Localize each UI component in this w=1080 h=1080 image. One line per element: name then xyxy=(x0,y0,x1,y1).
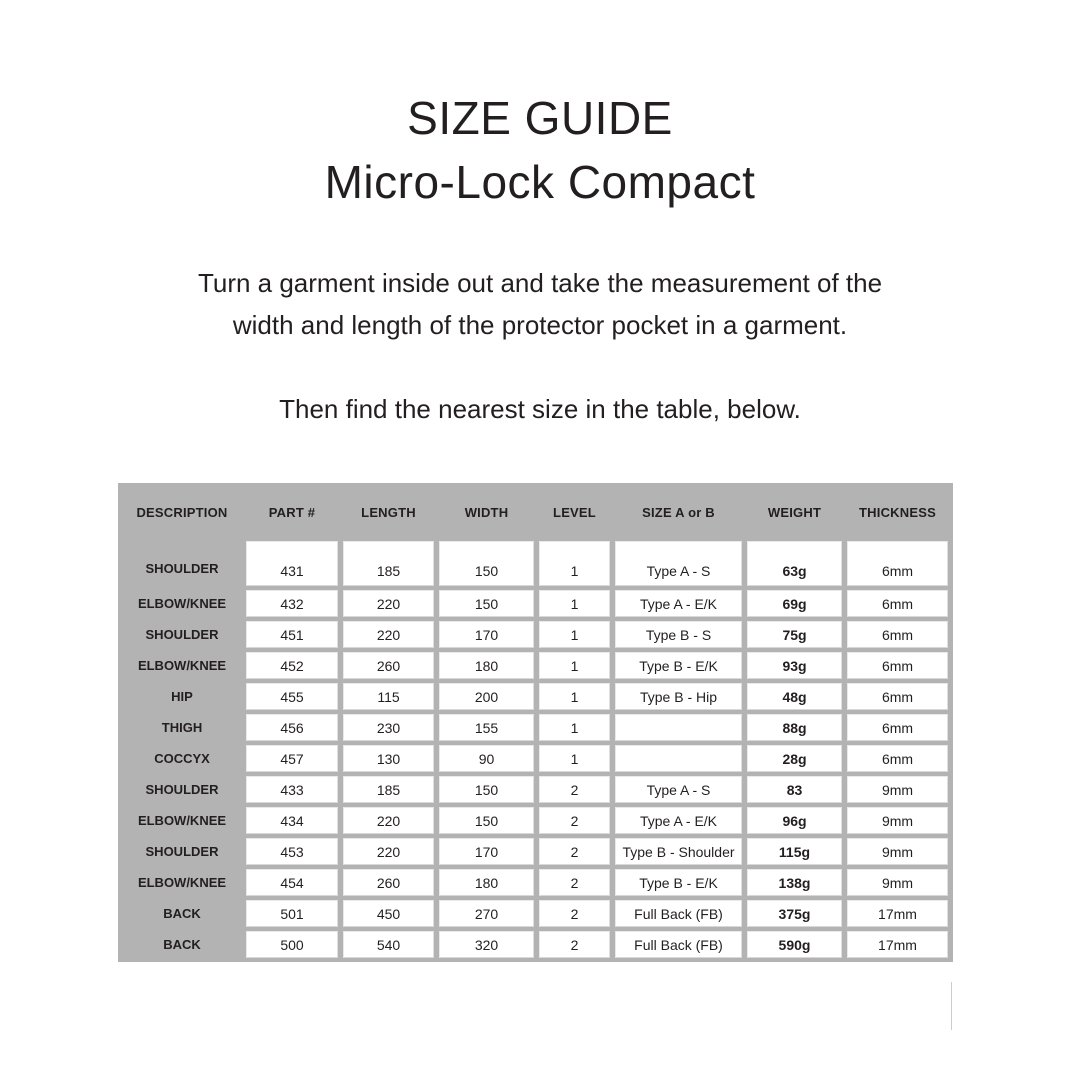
table-cell: 501 xyxy=(246,900,338,927)
table-cell: 200 xyxy=(439,683,534,710)
table-cell: 2 xyxy=(539,776,610,803)
table-cell: 150 xyxy=(439,590,534,617)
table-cell: 220 xyxy=(343,590,434,617)
table-cell: 453 xyxy=(246,838,338,865)
table-cell: Type B - S xyxy=(615,621,742,648)
intro-line2: width and length of the protector pocket in a garment. xyxy=(232,310,848,340)
table-cell: 540 xyxy=(343,931,434,958)
page-title-line1: SIZE GUIDE xyxy=(407,92,673,144)
table-cell: 260 xyxy=(343,652,434,679)
table-cell: 138g xyxy=(747,869,842,896)
table-cell: 9mm xyxy=(847,807,948,834)
column-header-4: LEVEL xyxy=(553,504,596,520)
table-row xyxy=(123,541,948,586)
intro-text xyxy=(0,262,1080,346)
table-cell: 6mm xyxy=(847,714,948,741)
table-row xyxy=(123,745,948,772)
table-cell: 1 xyxy=(539,683,610,710)
table-cell: 452 xyxy=(246,652,338,679)
table-cell: SHOULDER xyxy=(145,844,219,859)
table-cell: 375g xyxy=(747,900,842,927)
table-cell: 17mm xyxy=(847,900,948,927)
table-cell: 320 xyxy=(439,931,534,958)
table-cell: BACK xyxy=(163,906,201,921)
size-table-body xyxy=(123,541,948,958)
table-cell: 2 xyxy=(539,807,610,834)
table-cell: 434 xyxy=(246,807,338,834)
table-cell: 6mm xyxy=(847,621,948,648)
table-cell: 150 xyxy=(439,807,534,834)
intro-then-text: Then find the nearest size in the table, below. xyxy=(279,394,801,424)
table-row xyxy=(123,590,948,617)
column-header-7: THICKNESS xyxy=(859,504,936,520)
table-cell: 155 xyxy=(439,714,534,741)
table-cell: 456 xyxy=(246,714,338,741)
table-cell: 220 xyxy=(343,621,434,648)
table-cell: 185 xyxy=(343,541,434,586)
table-cell: 93g xyxy=(747,652,842,679)
table-row xyxy=(123,838,948,865)
table-cell: 220 xyxy=(343,838,434,865)
table-cell: 431 xyxy=(246,541,338,586)
table-cell: ELBOW/KNEE xyxy=(137,875,227,890)
table-cell: Full Back (FB) xyxy=(615,900,742,927)
table-cell: 9mm xyxy=(847,776,948,803)
table-cell: 1 xyxy=(539,714,610,741)
table-cell: 2 xyxy=(539,869,610,896)
table-cell: 150 xyxy=(439,776,534,803)
table-cell: 457 xyxy=(246,745,338,772)
table-cell: 1 xyxy=(539,590,610,617)
table-cell: 185 xyxy=(343,776,434,803)
table-cell: THIGH xyxy=(161,720,203,735)
table-cell: 270 xyxy=(439,900,534,927)
table-cell: 6mm xyxy=(847,590,948,617)
table-cell: 1 xyxy=(539,652,610,679)
table-cell: Type A - S xyxy=(615,541,742,586)
table-cell: 260 xyxy=(343,869,434,896)
header-row xyxy=(123,487,948,537)
table-cell: 63g xyxy=(747,541,842,586)
table-row xyxy=(123,869,948,896)
table-row xyxy=(123,776,948,803)
table-cell: 6mm xyxy=(847,745,948,772)
table-cell: 454 xyxy=(246,869,338,896)
table-cell: 170 xyxy=(439,621,534,648)
table-cell: 1 xyxy=(539,621,610,648)
table-cell: ELBOW/KNEE xyxy=(137,658,227,673)
table-cell: 180 xyxy=(439,869,534,896)
table-cell: HIP xyxy=(171,689,193,704)
table-cell: 96g xyxy=(747,807,842,834)
table-row xyxy=(123,900,948,927)
table-cell: SHOULDER xyxy=(145,782,219,797)
table-cell: 150 xyxy=(439,541,534,586)
table-cell: ELBOW/KNEE xyxy=(137,813,227,828)
table-cell: COCCYX xyxy=(154,751,210,766)
table-cell: 17mm xyxy=(847,931,948,958)
table-cell: 451 xyxy=(246,621,338,648)
table-cell: 2 xyxy=(539,900,610,927)
table-cell: 450 xyxy=(343,900,434,927)
page-title-line2: Micro-Lock Compact xyxy=(324,156,756,208)
table-cell: 432 xyxy=(246,590,338,617)
table-cell: 115 xyxy=(343,683,434,710)
table-cell: 9mm xyxy=(847,838,948,865)
table-cell: Full Back (FB) xyxy=(615,931,742,958)
table-row xyxy=(123,807,948,834)
page-edge-divider xyxy=(951,982,952,1030)
table-cell xyxy=(615,714,742,741)
table-cell: 90 xyxy=(439,745,534,772)
column-header-1: PART # xyxy=(268,504,316,520)
table-cell: 1 xyxy=(539,541,610,586)
table-cell: 88g xyxy=(747,714,842,741)
table-cell: Type B - E/K xyxy=(615,869,742,896)
table-cell: Type B - Hip xyxy=(615,683,742,710)
column-header-0: DESCRIPTION xyxy=(136,504,228,520)
table-row xyxy=(123,714,948,741)
table-cell: 6mm xyxy=(847,683,948,710)
column-header-3: WIDTH xyxy=(464,504,509,520)
table-cell: 220 xyxy=(343,807,434,834)
table-row xyxy=(123,652,948,679)
table-cell: 590g xyxy=(747,931,842,958)
table-cell: Type A - S xyxy=(615,776,742,803)
table-cell: 455 xyxy=(246,683,338,710)
table-cell: 115g xyxy=(747,838,842,865)
column-header-5: SIZE A or B xyxy=(642,504,715,520)
table-cell: SHOULDER xyxy=(145,627,219,642)
table-cell: 1 xyxy=(539,745,610,772)
table-cell: 75g xyxy=(747,621,842,648)
size-table-header xyxy=(123,487,948,537)
table-cell: 69g xyxy=(747,590,842,617)
table-cell: ELBOW/KNEE xyxy=(137,596,227,611)
table-cell: Type A - E/K xyxy=(615,807,742,834)
table-cell: Type B - Shoulder xyxy=(615,838,742,865)
column-header-6: WEIGHT xyxy=(767,504,822,520)
table-cell: 130 xyxy=(343,745,434,772)
table-cell: 83 xyxy=(747,776,842,803)
table-cell: 28g xyxy=(747,745,842,772)
table-cell: Type B - E/K xyxy=(615,652,742,679)
table-cell: 2 xyxy=(539,931,610,958)
table-cell: 48g xyxy=(747,683,842,710)
table-cell: 170 xyxy=(439,838,534,865)
intro-line1: Turn a garment inside out and take the measurement of the xyxy=(197,268,883,298)
table-cell: 2 xyxy=(539,838,610,865)
table-cell: 6mm xyxy=(847,541,948,586)
table-row xyxy=(123,931,948,958)
table-row xyxy=(123,683,948,710)
table-cell: 6mm xyxy=(847,652,948,679)
size-table-table xyxy=(118,483,953,962)
column-header-2: LENGTH xyxy=(361,504,416,520)
table-cell: 500 xyxy=(246,931,338,958)
table-cell: BACK xyxy=(163,937,201,952)
size-table xyxy=(118,483,953,962)
table-cell: 180 xyxy=(439,652,534,679)
table-cell: 230 xyxy=(343,714,434,741)
table-row xyxy=(123,621,948,648)
table-cell: 433 xyxy=(246,776,338,803)
page-title xyxy=(0,86,1080,214)
table-cell xyxy=(615,745,742,772)
table-cell: SHOULDER xyxy=(145,561,219,576)
table-cell: Type A - E/K xyxy=(615,590,742,617)
table-cell: 9mm xyxy=(847,869,948,896)
